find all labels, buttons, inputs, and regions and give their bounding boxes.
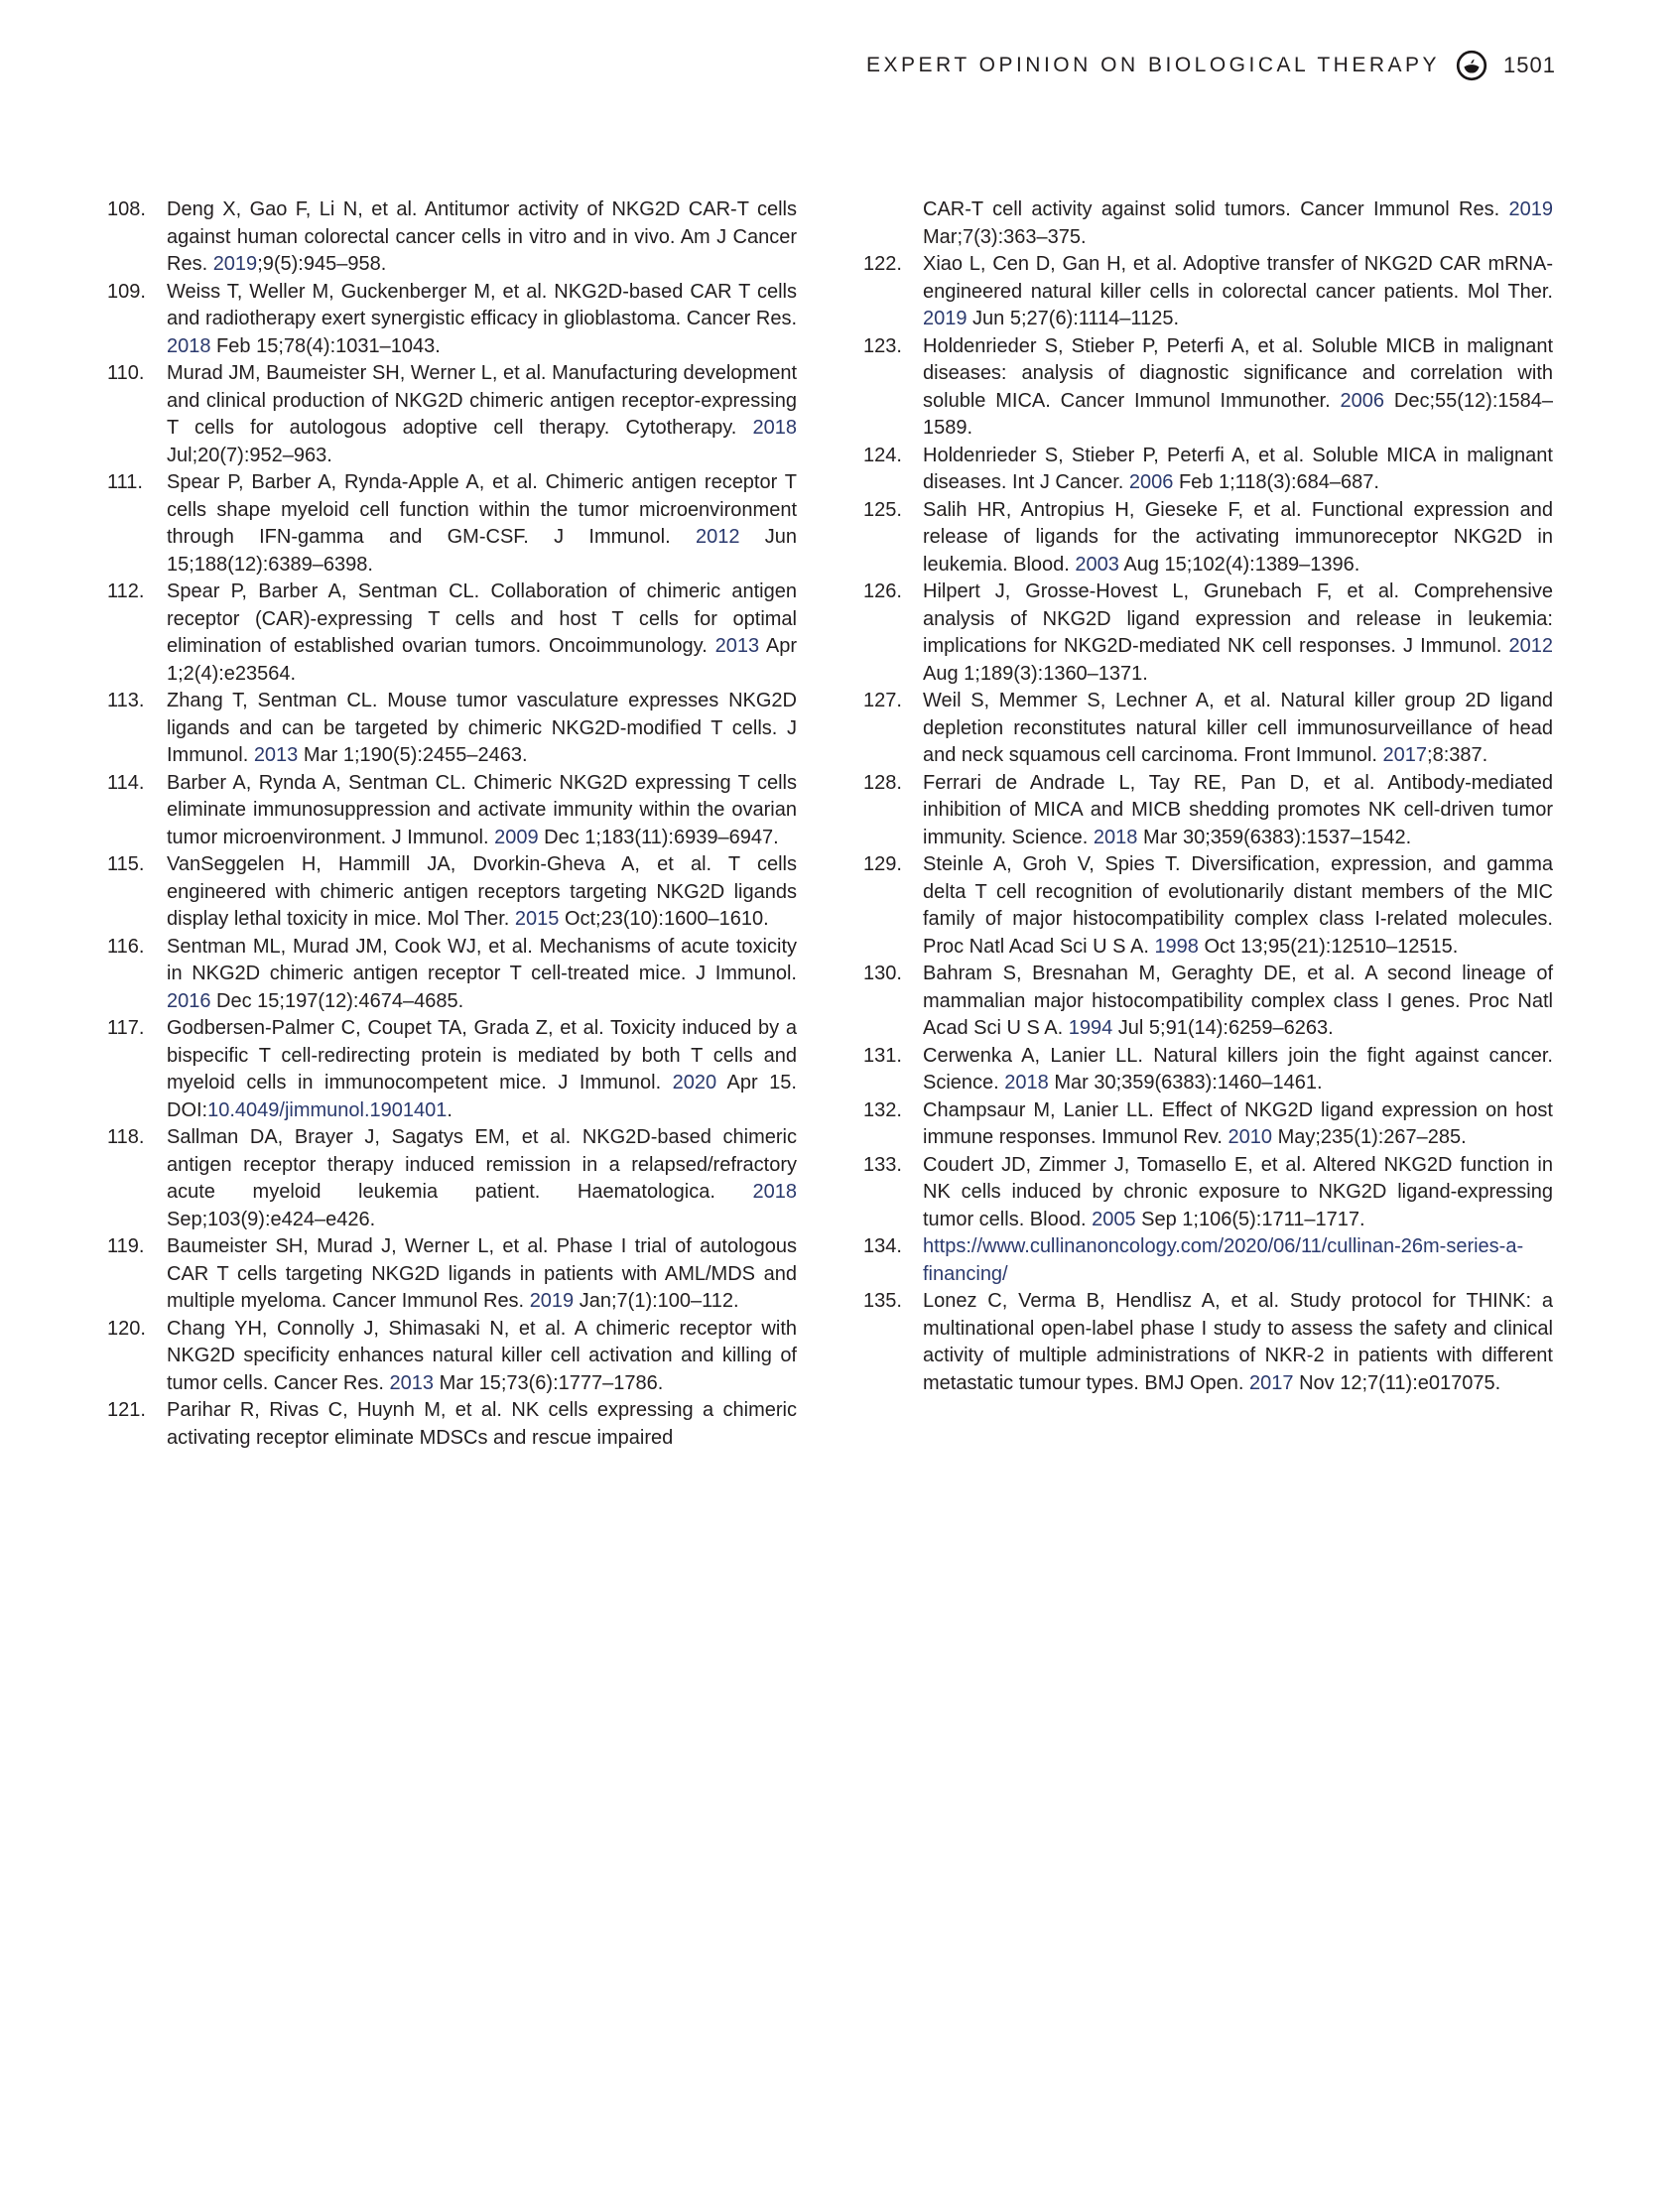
reference-number: 120. — [107, 1317, 146, 1340]
reference-item — [863, 333, 1553, 443]
reference-text-segment: Salih HR, Antropius H, Gieseke F, et al. Functional expression and release of ligands for the activating immunoreceptor NKG2D in leukemia. Blood. — [923, 498, 1553, 576]
reference-text-segment: Jan;7(1):100–112. — [574, 1290, 739, 1312]
reference-text — [923, 688, 1553, 770]
reference-text-segment: Coudert JD, Zimmer J, Tomasello E, et al. Altered NKG2D function in NK cells induced by chronic exposure to NKG2D ligand-expressing tumor cells. Blood. — [923, 1153, 1553, 1230]
reference-text-segment: Jun 15;188(12):6389–6398. — [167, 526, 797, 576]
reference-item — [107, 1397, 797, 1452]
reference-text — [923, 251, 1553, 333]
reference-number: 118. — [107, 1126, 145, 1148]
reference-text-segment: Champsaur M, Lanier LL. Effect of NKG2D ligand expression on host immune responses. Immunol Rev. — [923, 1098, 1553, 1148]
reference-text-segment: Mar 30;359(6383):1460–1461. — [1048, 1072, 1323, 1094]
reference-text — [167, 1124, 797, 1233]
reference-number: 122. — [863, 253, 902, 275]
reference-link[interactable]: 1994 — [1068, 1017, 1113, 1039]
reference-text-segment: . — [447, 1098, 452, 1121]
reference-number: 114. — [107, 771, 145, 794]
reference-text-segment: Holdenrieder S, Stieber P, Peterfi A, et al. Soluble MICA in malignant diseases. Int J Cancer. — [923, 444, 1553, 493]
journal-title: EXPERT OPINION ON BIOLOGICAL THERAPY — [866, 54, 1441, 76]
reference-number: 134. — [863, 1235, 902, 1257]
reference-link[interactable]: 2019 — [529, 1290, 575, 1312]
reference-link[interactable]: https://www.cullinanoncology.com/2020/06/11/cullinan-26m-series-a-financing/ — [923, 1235, 1524, 1285]
reference-text-segment: Jun 5;27(6):1114–1125. — [967, 308, 1179, 329]
reference-number — [863, 196, 923, 251]
reference-text-segment: Chang YH, Connolly J, Shimasaki N, et al. A chimeric receptor with NKG2D specificity enhances natural killer cell activation and killing of tumor cells. Cancer Res. — [167, 1317, 797, 1394]
reference-text — [167, 1233, 797, 1316]
reference-text-segment: Nov 12;7(11):e017075. — [1293, 1371, 1501, 1394]
page-number: 1501 — [1503, 53, 1556, 77]
reference-item — [107, 688, 797, 770]
reference-text — [923, 1152, 1553, 1234]
reference-item — [863, 443, 1553, 497]
reference-item — [107, 579, 797, 688]
reference-item — [107, 279, 797, 361]
reference-item — [107, 360, 797, 469]
reference-text-segment: Baumeister SH, Murad J, Werner L, et al. Phase I trial of autologous CAR T cells targeting NKG2D ligands in patients with AML/MDS and multiple myeloma. Cancer Immunol Res. — [167, 1235, 797, 1312]
taylor-francis-logo-icon — [1456, 50, 1487, 81]
reference-number: 133. — [863, 1153, 902, 1176]
reference-text-segment: Steinle A, Groh V, Spies T. Diversification, expression, and gamma delta T cell recognition of evolutionarily distant members of the MIC family of major histocompatibility complex class I-related molecules. Proc Natl Acad Sci U S A. — [923, 853, 1553, 958]
reference-list — [107, 196, 1558, 1452]
reference-text-segment: Dec;55(12):1584–1589. — [923, 389, 1553, 439]
reference-item — [863, 961, 1553, 1043]
reference-item — [107, 469, 797, 579]
reference-text-segment: Mar 1;190(5):2455–2463. — [298, 744, 528, 766]
reference-text-segment: Weiss T, Weller M, Guckenberger M, et al. NKG2D-based CAR T cells and radiotherapy exert synergistic efficacy in glioblastoma. Cancer Res. — [167, 280, 797, 329]
reference-text-segment: Sep 1;106(5):1711–1717. — [1135, 1208, 1365, 1230]
reference-item — [863, 1043, 1553, 1097]
reference-link[interactable]: 2016 — [167, 989, 211, 1012]
reference-number: 128. — [863, 771, 902, 794]
reference-number: 131. — [863, 1044, 902, 1067]
reference-text-segment: Jul 5;91(14):6259–6263. — [1112, 1017, 1334, 1039]
reference-text — [167, 279, 797, 361]
reference-text — [167, 469, 797, 579]
reference-text-segment: Holdenrieder S, Stieber P, Peterfi A, et al. Soluble MICB in malignant diseases: analysis of diagnostic significance and correlation with soluble MICA. Cancer Immunol Immunother. — [923, 334, 1553, 412]
reference-link[interactable]: 2013 — [389, 1371, 435, 1394]
reference-number: 127. — [863, 690, 902, 711]
reference-item — [107, 1233, 797, 1316]
reference-text-segment: Spear P, Barber A, Rynda-Apple A, et al. Chimeric antigen receptor T cells shape myeloid cell function within the tumor microenvironment through IFN-gamma and GM-CSF. J Immunol. — [167, 471, 797, 548]
reference-text-segment: Murad JM, Baumeister SH, Werner L, et al. Manufacturing development and clinical production of NKG2D chimeric antigen receptor-expressing T cells for autologous adoptive cell therapy. Cytotherapy. — [167, 362, 797, 439]
reference-text-segment: Parihar R, Rivas C, Huynh M, et al. NK cells expressing a chimeric activating receptor eliminate MDSCs and rescue impaired — [167, 1399, 797, 1449]
reference-item — [107, 196, 797, 279]
reference-text-segment: Hilpert J, Grosse-Hovest L, Grunebach F, et al. Comprehensive analysis of NKG2D ligand expression and release in leukemia: implications for NKG2D-mediated NK cell responses. J Immunol. — [923, 580, 1553, 657]
reference-number: 135. — [863, 1290, 902, 1312]
reference-text — [923, 1043, 1553, 1097]
reference-text — [923, 443, 1553, 497]
reference-text-segment: Bahram S, Bresnahan M, Geraghty DE, et al. A second lineage of mammalian major histocompatibility complex class I genes. Proc Natl Acad Sci U S A. — [923, 963, 1553, 1039]
reference-text-segment: Oct 13;95(21):12510–12515. — [1198, 935, 1459, 958]
reference-number: 111. — [107, 471, 143, 493]
reference-text — [167, 1316, 797, 1398]
reference-text — [923, 579, 1553, 688]
reference-text-segment: Deng X, Gao F, Li N, et al. Antitumor activity of NKG2D CAR-T cells against human colorectal cancer cells in vitro and in vivo. Am J Cancer Res. — [167, 198, 797, 275]
reference-link[interactable]: 2018 — [752, 417, 797, 439]
reference-item — [863, 1288, 1553, 1397]
reference-text-segment: Sallman DA, Brayer J, Sagatys EM, et al. NKG2D-based chimeric antigen receptor therapy induced remission in a relapsed/refractory acute myeloid leukemia patient. Haematologica. — [167, 1126, 797, 1203]
reference-item — [863, 497, 1553, 579]
reference-text — [923, 196, 1553, 251]
reference-number: 113. — [107, 690, 145, 711]
reference-text-segment: Barber A, Rynda A, Sentman CL. Chimeric NKG2D expressing T cells eliminate immunosuppression and activate immunity within the ovarian tumor microenvironment. J Immunol. — [167, 771, 797, 848]
reference-text-segment: Apr 1;2(4):e23564. — [167, 635, 798, 685]
reference-link[interactable]: 2019 — [212, 253, 258, 275]
reference-link[interactable]: 2018 — [752, 1181, 797, 1203]
reference-text-segment: Apr 15. DOI: — [167, 1072, 797, 1121]
reference-number: 119. — [107, 1235, 145, 1257]
reference-text — [923, 770, 1553, 852]
reference-text-segment: Ferrari de Andrade L, Tay RE, Pan D, et al. Antibody-mediated inhibition of MICA and MICB shedding promotes NK cell-driven tumor immunity. Science. — [923, 771, 1553, 848]
reference-number: 126. — [863, 580, 902, 602]
reference-text-segment: Weil S, Memmer S, Lechner A, et al. Natural killer group 2D ligand depletion reconstitutes natural killer cell immunosurveillance of head and neck squamous cell carcinoma. Front Immunol. — [923, 690, 1553, 766]
reference-text-segment: Dec 15;197(12):4674–4685. — [210, 989, 464, 1012]
reference-link[interactable]: 2006 — [1128, 471, 1174, 493]
reference-text-segment: Sep;103(9):e424–e426. — [167, 1208, 376, 1230]
reference-text-segment: Oct;23(10):1600–1610. — [559, 908, 769, 930]
reference-item — [863, 1233, 1553, 1288]
reference-text — [167, 360, 797, 469]
reference-item — [863, 1152, 1553, 1234]
reference-number: 132. — [863, 1098, 902, 1121]
reference-number: 110. — [107, 362, 145, 384]
reference-text-segment: Zhang T, Sentman CL. Mouse tumor vasculature expresses NKG2D ligands and can be targeted by chimeric NKG2D-modified T cells. J Immunol. — [167, 690, 797, 766]
reference-item — [863, 196, 1553, 251]
reference-item — [107, 1316, 797, 1398]
reference-link[interactable]: 2018 — [167, 334, 211, 357]
references-column-right — [863, 196, 1553, 1452]
reference-text — [923, 1233, 1553, 1288]
reference-number: 121. — [107, 1399, 146, 1421]
reference-item — [107, 851, 797, 934]
reference-item — [107, 1015, 797, 1124]
reference-text-segment: Dec 1;183(11):6939–6947. — [538, 826, 779, 848]
reference-number: 124. — [863, 444, 902, 466]
reference-link[interactable]: 2015 — [514, 908, 560, 930]
reference-text — [167, 770, 797, 852]
reference-text — [167, 688, 797, 770]
reference-text — [167, 934, 797, 1016]
reference-link[interactable]: 2017 — [1382, 744, 1428, 766]
references-column-left — [107, 196, 797, 1452]
reference-link[interactable]: 2017 — [1249, 1371, 1294, 1394]
reference-text — [167, 1015, 797, 1124]
reference-link[interactable]: 2018 — [1093, 826, 1138, 848]
reference-text-segment: Feb 1;118(3):684–687. — [1173, 471, 1379, 493]
reference-item — [863, 851, 1553, 961]
reference-link[interactable]: 2013 — [253, 744, 299, 766]
reference-item — [863, 688, 1553, 770]
reference-text-segment: Sentman ML, Murad JM, Cook WJ, et al. Mechanisms of acute toxicity in NKG2D chimeric antigen receptor T cell-treated mice. J Immunol. — [167, 935, 797, 984]
reference-link[interactable]: 10.4049/jimmunol.1901401 — [207, 1098, 448, 1121]
reference-number: 117. — [107, 1017, 145, 1039]
reference-text-segment: ;8:387. — [1427, 744, 1488, 766]
reference-item — [107, 934, 797, 1016]
reference-link[interactable]: 2012 — [1508, 635, 1553, 657]
reference-text — [923, 497, 1553, 579]
reference-text-segment: Mar;7(3):363–375. — [923, 225, 1087, 248]
reference-text-segment: May;235(1):267–285. — [1272, 1126, 1467, 1148]
reference-number: 108. — [107, 198, 146, 220]
reference-text — [167, 196, 797, 279]
reference-text — [167, 1397, 797, 1452]
reference-link[interactable]: 2005 — [1092, 1208, 1136, 1230]
reference-text-segment: ;9(5):945–958. — [257, 253, 387, 275]
reference-text — [923, 1288, 1553, 1397]
reference-number: 115. — [107, 853, 145, 875]
reference-text-segment: Aug 15;102(4):1389–1396. — [1118, 553, 1360, 576]
reference-text-segment: CAR-T cell activity against solid tumors. Cancer Immunol Res. — [923, 198, 1509, 220]
reference-number: 123. — [863, 334, 902, 357]
running-head — [866, 50, 1556, 81]
reference-link[interactable]: 2009 — [494, 826, 539, 848]
reference-item — [107, 1124, 797, 1233]
reference-text-segment: Spear P, Barber A, Sentman CL. Collaboration of chimeric antigen receptor (CAR)-expressing T cells and host T cells for optimal elimination of established ovarian tumors. Oncoimmunology. — [167, 580, 797, 657]
reference-link[interactable]: 2006 — [1340, 389, 1385, 412]
reference-text-segment: VanSeggelen H, Hammill JA, Dvorkin-Gheva A, et al. T cells engineered with chimeric antigen receptors targeting NKG2D ligands display lethal toxicity in mice. Mol Ther. — [167, 853, 797, 930]
reference-link[interactable]: 2018 — [1004, 1072, 1049, 1094]
reference-text — [923, 851, 1553, 961]
reference-item — [863, 579, 1553, 688]
reference-number: 112. — [107, 580, 145, 602]
reference-number: 130. — [863, 963, 902, 984]
reference-text — [167, 851, 797, 934]
reference-link[interactable]: 2020 — [672, 1072, 717, 1094]
reference-text — [923, 333, 1553, 443]
reference-text-segment: Godbersen-Palmer C, Coupet TA, Grada Z, et al. Toxicity induced by a bispecific T cell-redirecting protein is mediated by both T cells and myeloid cells in immunocompetent mice. J Immunol. — [167, 1017, 797, 1094]
reference-text-segment: Feb 15;78(4):1031–1043. — [210, 334, 441, 357]
reference-item — [863, 770, 1553, 852]
reference-link[interactable]: 2012 — [695, 526, 740, 548]
reference-link[interactable]: 2013 — [714, 635, 760, 657]
reference-link[interactable]: 2010 — [1228, 1126, 1273, 1148]
reference-number: 125. — [863, 498, 902, 521]
reference-text-segment: Mar 15;73(6):1777–1786. — [434, 1371, 664, 1394]
reference-number: 129. — [863, 853, 902, 875]
reference-text-segment: Mar 30;359(6383):1537–1542. — [1137, 826, 1412, 848]
reference-number: 109. — [107, 280, 146, 303]
reference-text-segment: Xiao L, Cen D, Gan H, et al. Adoptive transfer of NKG2D CAR mRNA-engineered natural killer cells in colorectal cancer patients. Mol Ther. — [923, 253, 1553, 303]
reference-text — [923, 1097, 1553, 1152]
reference-text — [167, 579, 797, 688]
reference-number: 116. — [107, 935, 145, 958]
reference-link[interactable]: 1998 — [1154, 935, 1199, 958]
reference-item — [863, 1097, 1553, 1152]
reference-text-segment: Lonez C, Verma B, Hendlisz A, et al. Study protocol for THINK: a multinational open-label phase I study to assess the safety and clinical activity of multiple administrations of NKR-2 in patients with different metastatic tumour types. BMJ Open. — [923, 1290, 1553, 1394]
reference-link[interactable]: 2019 — [1508, 198, 1553, 220]
reference-text-segment: Jul;20(7):952–963. — [167, 444, 332, 466]
reference-link[interactable]: 2019 — [923, 308, 968, 329]
reference-text-segment: Aug 1;189(3):1360–1371. — [923, 662, 1148, 685]
reference-item — [863, 251, 1553, 333]
reference-link[interactable]: 2003 — [1075, 553, 1119, 576]
reference-text-segment: Cerwenka A, Lanier LL. Natural killers join the fight against cancer. Science. — [923, 1044, 1553, 1094]
reference-text — [923, 961, 1553, 1043]
reference-item — [107, 770, 797, 852]
